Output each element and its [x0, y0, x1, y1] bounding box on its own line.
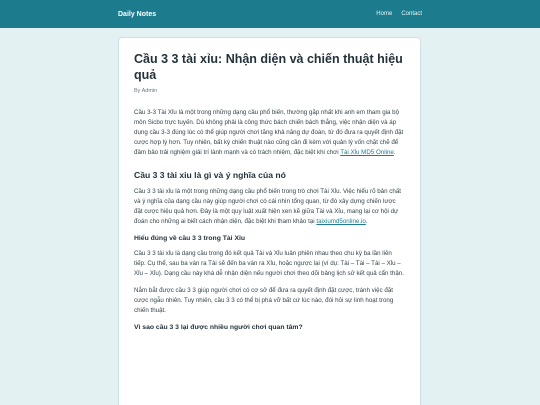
top-navbar — [0, 0, 540, 28]
article-title: Cầu 3 3 tài xỉu: Nhận diện và chiến thuật hiệu quả — [134, 52, 403, 82]
section-paragraph-1 — [134, 187, 405, 227]
subheading-1: Hiểu đúng về cầu 3 3 trong Tài Xỉu — [134, 235, 246, 242]
intro-end: . — [393, 149, 396, 156]
nav-contact-link[interactable]: Contact — [401, 11, 422, 17]
site-brand[interactable]: Daily Notes — [118, 10, 157, 18]
section-heading-1: Cầu 3 3 tài xỉu là gì và ý nghĩa của nó — [134, 170, 286, 180]
nav-home-link[interactable]: Home — [376, 11, 393, 17]
taixiumd5online-link[interactable]: taixiumd5online.io — [316, 218, 366, 225]
intro-paragraph — [134, 108, 405, 158]
section-1-end: . — [365, 218, 368, 225]
subheading-2: Vì sao cầu 3 3 lại được nhiều người chơi quan tâm? — [134, 324, 303, 331]
subsection-paragraph-2: Nắm bắt được cầu 3 3 giúp người chơi có cơ sở để đưa ra quyết định đặt cược, tránh việc đặt cược ngẫu nhiên. Tuy nhiên, cầu 3 3 có thể bị phá vỡ bất cứ lúc nào, đòi hỏi sự linh hoạt trong chiến thuật. — [134, 287, 394, 314]
main-nav — [376, 11, 422, 17]
article-byline: By Admin — [134, 88, 158, 94]
intro-text: Cầu 3-3 Tài Xỉu là một trong những dạng cầu phổ biến, thường gặp nhất khi anh em tham gia bộ môn Sicbo trực tuyến. Dù không phải là công thức bách chiến bách thắng, việc nhận diện và áp dụng cầu 3-3 đúng lúc có thể giúp người chơi tăng khả năng dự đoán, từ đó đưa ra quyết định đặt cược hợp lý hơn. Tuy nhiên, bất kỳ chiến thuật nào cũng cần đi kèm với quản lý vốn chặt chẽ để đảm bảo trải nghiệm giải trí lành mạnh và có trách nhiệm, đặc biệt khi chơi — [134, 109, 404, 156]
article-card — [118, 37, 421, 405]
md5-online-link[interactable]: Tài Xỉu MD5 Online — [340, 149, 394, 156]
subsection-paragraph-1: Cầu 3 3 tài xỉu là dạng cầu trong đó kết quả Tài và Xỉu luân phiên nhau theo chu kỳ ba lần liên tiếp. Cụ thể, sau ba ván ra Tài sẽ đến ba ván ra Xỉu, hoặc ngược lại (ví dụ: Tài – Tài – Tài – Xỉu – Xỉu – Xỉu). Dạng cầu này khá dễ nhận diện nếu người chơi theo dõi bảng lịch sử kết quả cẩn thận. — [134, 250, 404, 277]
section-1-text: Cầu 3 3 tài xỉu là một trong những dạng cầu phổ biến trong trò chơi Tài Xỉu. Việc hiểu rõ bản chất và ý nghĩa của dạng cầu này giúp người chơi có cái nhìn tổng quan, từ đó xây dựng chiến lược đặt cược hiệu quả hơn. Đây là một quy luật xuất hiện xen kẽ giữa Tài và Xỉu, mang lại cơ hội dự đoán cho những ai biết cách nhận diện, đặc biệt khi tham khảo tại — [134, 188, 401, 225]
